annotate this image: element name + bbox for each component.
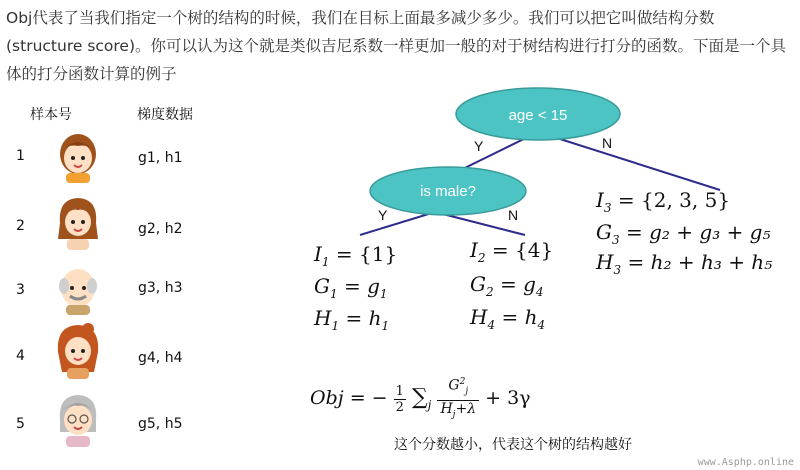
watermark: www.Asphp.online xyxy=(697,457,794,468)
edge-root-no xyxy=(538,132,720,190)
caption: 这个分数越小，代表这个树的结构越好 xyxy=(394,437,632,453)
formula-sum-symbol: ∑ xyxy=(411,385,428,411)
child-yes-label: Y xyxy=(378,207,388,223)
formula-equals: = − xyxy=(349,387,388,410)
gradient-3: g3, h3 xyxy=(138,280,183,296)
child-node-label: is male? xyxy=(420,183,476,200)
sample-number-2: 2 xyxy=(16,218,25,234)
leaf2-hessian-sum: $H_4 = h_4$ xyxy=(470,305,546,332)
gradient-5: g5, h5 xyxy=(138,416,183,432)
intro-paragraph: Obj代表了当我们指定一个树的结构的时候，我们在目标上面最多减少多少。我们可以把它叫做结构分数(structure score)。你可以认为这个就是类似吉尼系数一样更加一般的对于树结构进行打分的函数。下面是一个具体的打分函数计算的例子 xyxy=(6,9,787,83)
sample-number-3: 3 xyxy=(16,282,25,298)
root-yes-label: Y xyxy=(474,138,484,154)
leaf2-index-set: $I_2 = \{4\}$ xyxy=(470,238,554,265)
sample-number-4: 4 xyxy=(16,348,25,364)
leaf3-hessian-sum: $H_3 = h_2 + h_3 + h_5$ xyxy=(596,250,773,277)
gradient-1: g1, h1 xyxy=(138,150,183,166)
objective-formula xyxy=(310,374,531,424)
edge-child-yes xyxy=(360,212,435,235)
header-sample-number: 样本号 xyxy=(30,107,72,123)
root-no-label: N xyxy=(602,135,613,151)
gradient-2: g2, h2 xyxy=(138,221,183,237)
header-gradient-data: 梯度数据 xyxy=(137,107,193,123)
formula-sum-index: j xyxy=(427,397,432,412)
sample-number-1: 1 xyxy=(16,148,25,164)
formula-tail: + 3γ xyxy=(485,387,531,410)
leaf3-gradient-sum: $G_3 = g_2 + g_3 + g_5$ xyxy=(596,220,771,247)
leaf1-hessian-sum: $H_1 = h_1$ xyxy=(314,306,390,333)
sample-number-5: 5 xyxy=(16,416,25,432)
child-no-label: N xyxy=(508,207,519,223)
formula-lhs: Obj xyxy=(310,387,344,410)
formula-fraction: $\frac{G^2_j}{H_j+\lambda}$ xyxy=(437,374,479,424)
leaf1-index-set: $I_1 = \{1\}$ xyxy=(314,242,398,269)
leaf3-index-set: $I_3 = \{2$, 3, 5} xyxy=(596,188,731,215)
root-node-label: age < 15 xyxy=(508,107,568,124)
gradient-4: g4, h4 xyxy=(138,350,183,366)
leaf2-gradient-sum: $G_2 = g_4$ xyxy=(470,272,544,299)
leaf1-gradient-sum: $G_1 = g_1$ xyxy=(314,274,388,301)
formula-half: $\frac{1}{2}$ xyxy=(395,383,404,415)
